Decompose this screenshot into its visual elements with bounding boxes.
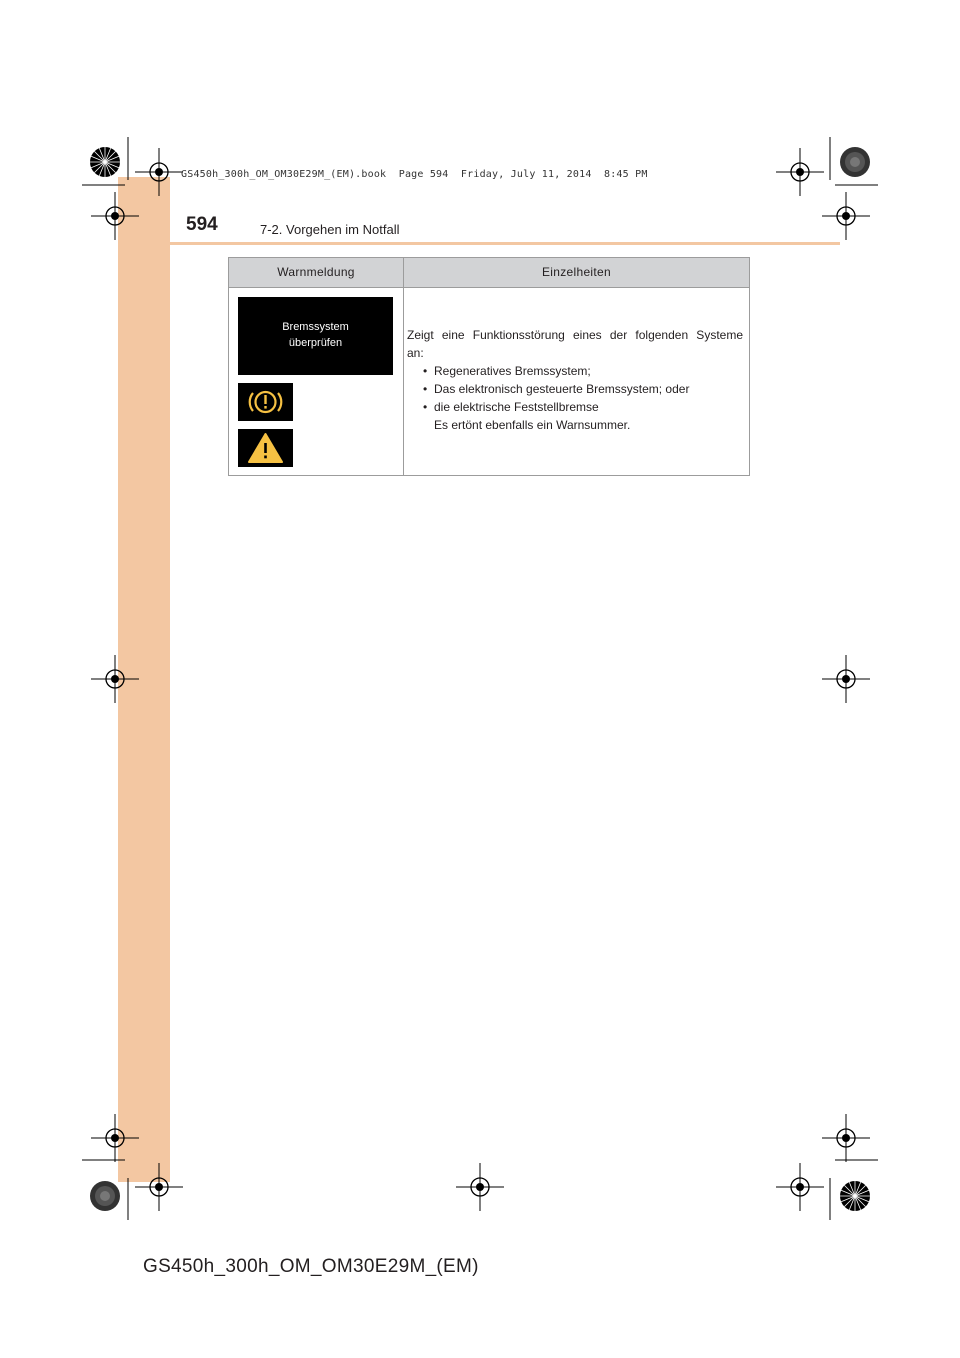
column-header-einzelheiten: Einzelheiten [542,265,611,279]
list-item-text: Das elektronisch gesteuerte Bremssystem; oder [434,382,690,396]
details-text [407,326,743,434]
section-title: 7-2. Vorgehen im Notfall [260,222,400,237]
column-header-warnmeldung: Warnmeldung [277,265,355,279]
book-info-line: GS450h_300h_OM_OM30E29M_(EM).book Page 594 Friday, July 11, 2014 8:45 PM [181,169,648,180]
warning-triangle-icon [238,429,293,467]
list-item-text: die elektrische Feststellbremse [434,400,599,414]
bullet-mark: • [423,382,428,396]
list-item [407,362,743,380]
bullet-mark: • [423,400,428,414]
brake-warning-icon [238,383,293,421]
document-code: GS450h_300h_OM_OM30E29M_(EM) [143,1256,479,1277]
page-number: 594 [186,214,218,235]
table-header-row [229,258,749,288]
bullet-mark: • [423,364,428,378]
list-item-text: Regeneratives Bremssystem; [434,364,591,378]
details-intro-line: Zeigt eine Funktionsstörung eines der folgenden Systeme [407,328,743,342]
list-item [407,380,743,398]
details-note: Es ertönt ebenfalls ein Warnsummer. [434,418,631,432]
header-rule [118,242,840,245]
details-intro-line: an: [407,346,424,360]
display-message-line: Bremssystem [282,321,349,333]
list-item [407,398,743,416]
multi-info-display-message [238,297,393,375]
column-divider [403,258,404,475]
warning-table [228,257,750,476]
display-message-line: überprüfen [288,337,343,349]
